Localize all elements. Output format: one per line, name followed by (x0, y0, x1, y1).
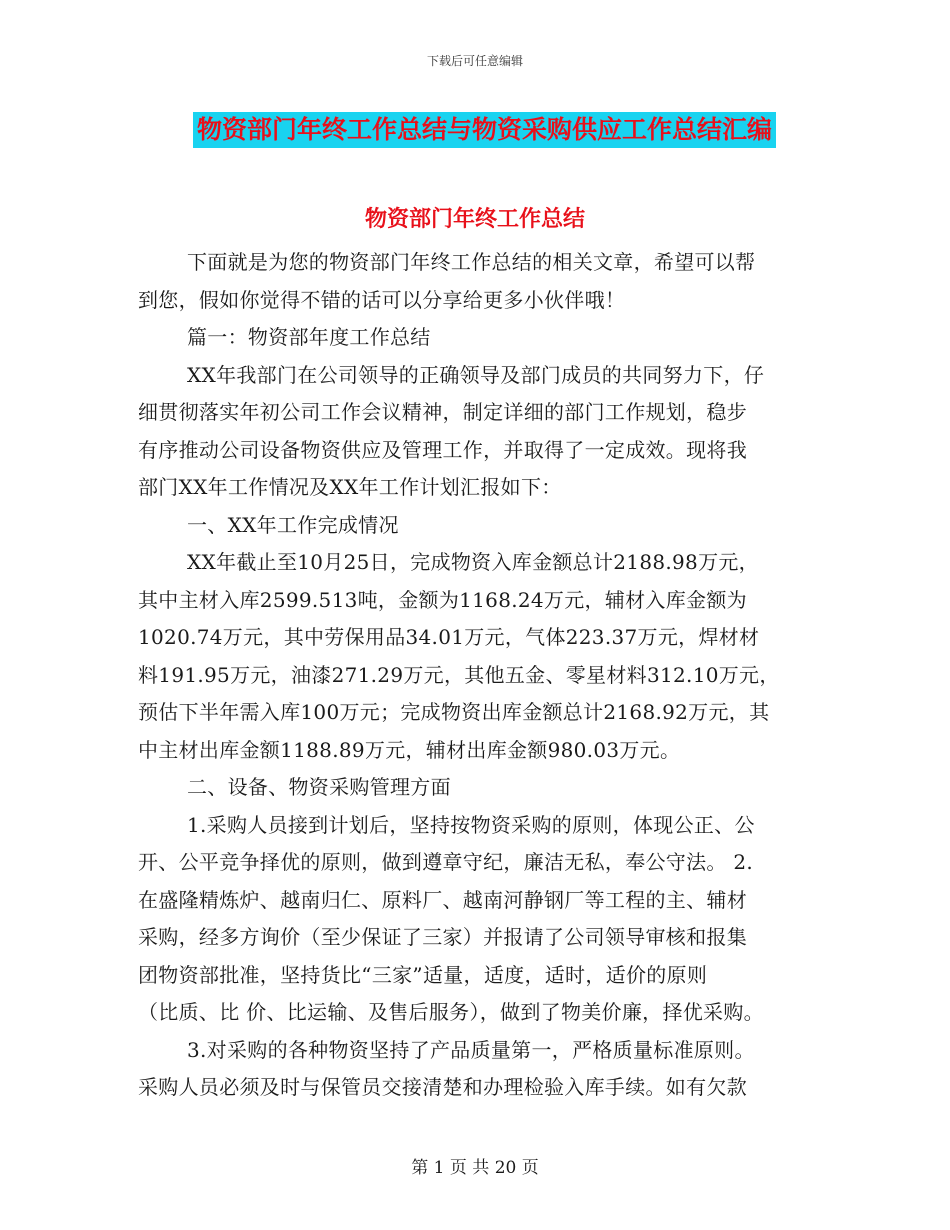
text-line: 篇一：物资部年度工作总结 (187, 325, 431, 349)
text-line: 料191.95万元，油漆271.29万元，其他五金、零星材料312.10万元， (138, 662, 780, 687)
section-title: 物资部门年终工作总结 (364, 207, 585, 232)
page-footer: 第 1 页 共 20 页 (411, 1158, 539, 1178)
body-text (138, 244, 818, 1107)
text-line: 预估下半年需入库100万元；完成物资出库金额总计2168.92万元，其 (138, 700, 770, 724)
text-line: 采购，经多方询价（至少保证了三家）并报请了公司领导审核和报集 (138, 925, 747, 949)
text-line: 到您，假如你觉得不错的话可以分享给更多小伙伴哦！ (138, 287, 626, 312)
text-line: 3.对采购的各种物资坚持了产品质量第一，严格质量标准原则。 (187, 1037, 755, 1062)
text-line: 部门XX年工作情况及XX年工作计划汇报如下： (138, 475, 562, 499)
text-line: 一、XX年工作完成情况 (187, 512, 399, 537)
text-line: 在盛隆精炼炉、越南归仁、原料厂、越南河静钢厂等工程的主、辅材 (138, 887, 747, 912)
text-line: 团物资部批准，坚持货比“三家”适量，适度，适时，适价的原则 (138, 962, 708, 987)
text-line: 其中主材入库2599.513吨，金额为1168.24万元，辅材入库金额为 (138, 587, 747, 612)
text-line: 有序推动公司设备物资供应及管理工作，并取得了一定成效。现将我 (138, 437, 747, 462)
text-line: 中主材出库金额1188.89万元，辅材出库金额980.03万元。 (138, 737, 681, 762)
text-line: 1.采购人员接到计划后，坚持按物资采购的原则，体现公正、公 (187, 812, 755, 837)
text-line: 1020.74万元，其中劳保用品34.01万元，气体223.37万元，焊材材 (138, 625, 760, 649)
text-line: （比质、比 价、比运输、及售后服务），做到了物美价廉，择优采购。 (138, 1000, 764, 1024)
document-main-title: 物资部门年终工作总结与物资采购供应工作总结汇编 (193, 112, 776, 148)
text-line: 采购人员必须及时与保管员交接清楚和办理检验入库手续。如有欠款 (138, 1075, 747, 1099)
header-note: 下载后可任意编辑 (426, 54, 523, 68)
text-line: 开、公平竞争择优的原则，做到遵章守纪，廉洁无私，奉公守法。 2. (138, 850, 754, 874)
text-line: XX年我部门在公司领导的正确领导及部门成员的共同努力下，仔 (187, 362, 765, 387)
text-line: 细贯彻落实年初公司工作会议精神，制定详细的部门工作规划，稳步 (138, 400, 747, 424)
text-line: XX年截止至10月25日，完成物资入库金额总计2188.98万元， (187, 550, 759, 574)
text-line: 二、设备、物资采购管理方面 (187, 775, 451, 799)
text-line: 下面就是为您的物资部门年终工作总结的相关文章，希望可以帮 (187, 250, 756, 274)
